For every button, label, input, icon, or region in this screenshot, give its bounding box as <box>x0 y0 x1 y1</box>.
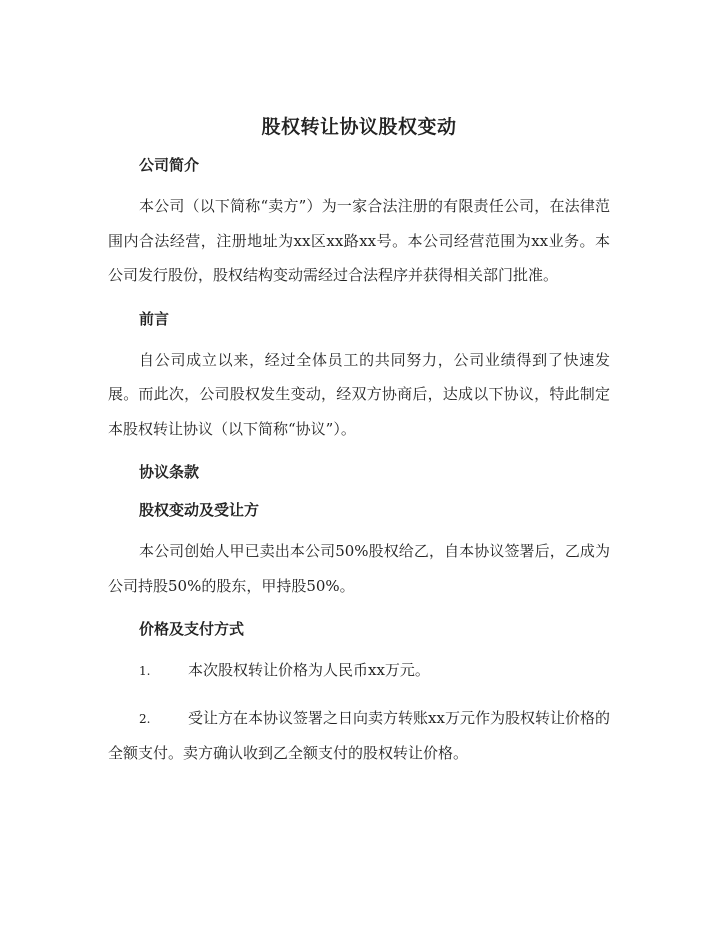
paragraph-preface: 自公司成立以来，经过全体员工的共同努力，公司业绩得到了快速发展。而此次，公司股权发生变动，经双方协商后，达成以下协议，特此制定本股权转让协议（以下简称“协议”）。 <box>108 350 610 438</box>
list-item-text: 受让方在本协议签署之日向卖方转账xx万元作为股权转让价格的全额支付。卖方确认收到乙全额支付的股权转让价格。 <box>108 708 610 762</box>
list-item-text: 本次股权转让价格为人民币xx万元。 <box>188 661 430 679</box>
list-item <box>108 653 610 689</box>
section-heading-company-intro: 公司简介 <box>139 156 200 174</box>
section-heading-transfer: 股权变动及受让方 <box>139 501 260 519</box>
section-heading-price: 价格及支付方式 <box>139 620 245 638</box>
paragraph-company-intro: 本公司（以下简称“卖方”）为一家合法注册的有限责任公司，在法律范围内合法经营，注册地址为xx区xx路xx号。本公司经营范围为xx业务。本公司发行股份，股权结构变动需经过合法程序并获得相关部门批准。 <box>108 197 610 284</box>
document-title: 股权转让协议股权变动 <box>261 116 457 138</box>
list-item <box>108 701 610 771</box>
section-heading-terms: 协议条款 <box>139 463 200 481</box>
list-item-number: 1. <box>139 664 151 678</box>
paragraph-transfer: 本公司创始人甲已卖出本公司50%股权给乙，自本协议签署后，乙成为公司持股50%的股东，甲持股50%。 <box>108 542 610 595</box>
section-heading-preface: 前言 <box>139 309 170 328</box>
list-item-number: 2. <box>139 711 151 726</box>
